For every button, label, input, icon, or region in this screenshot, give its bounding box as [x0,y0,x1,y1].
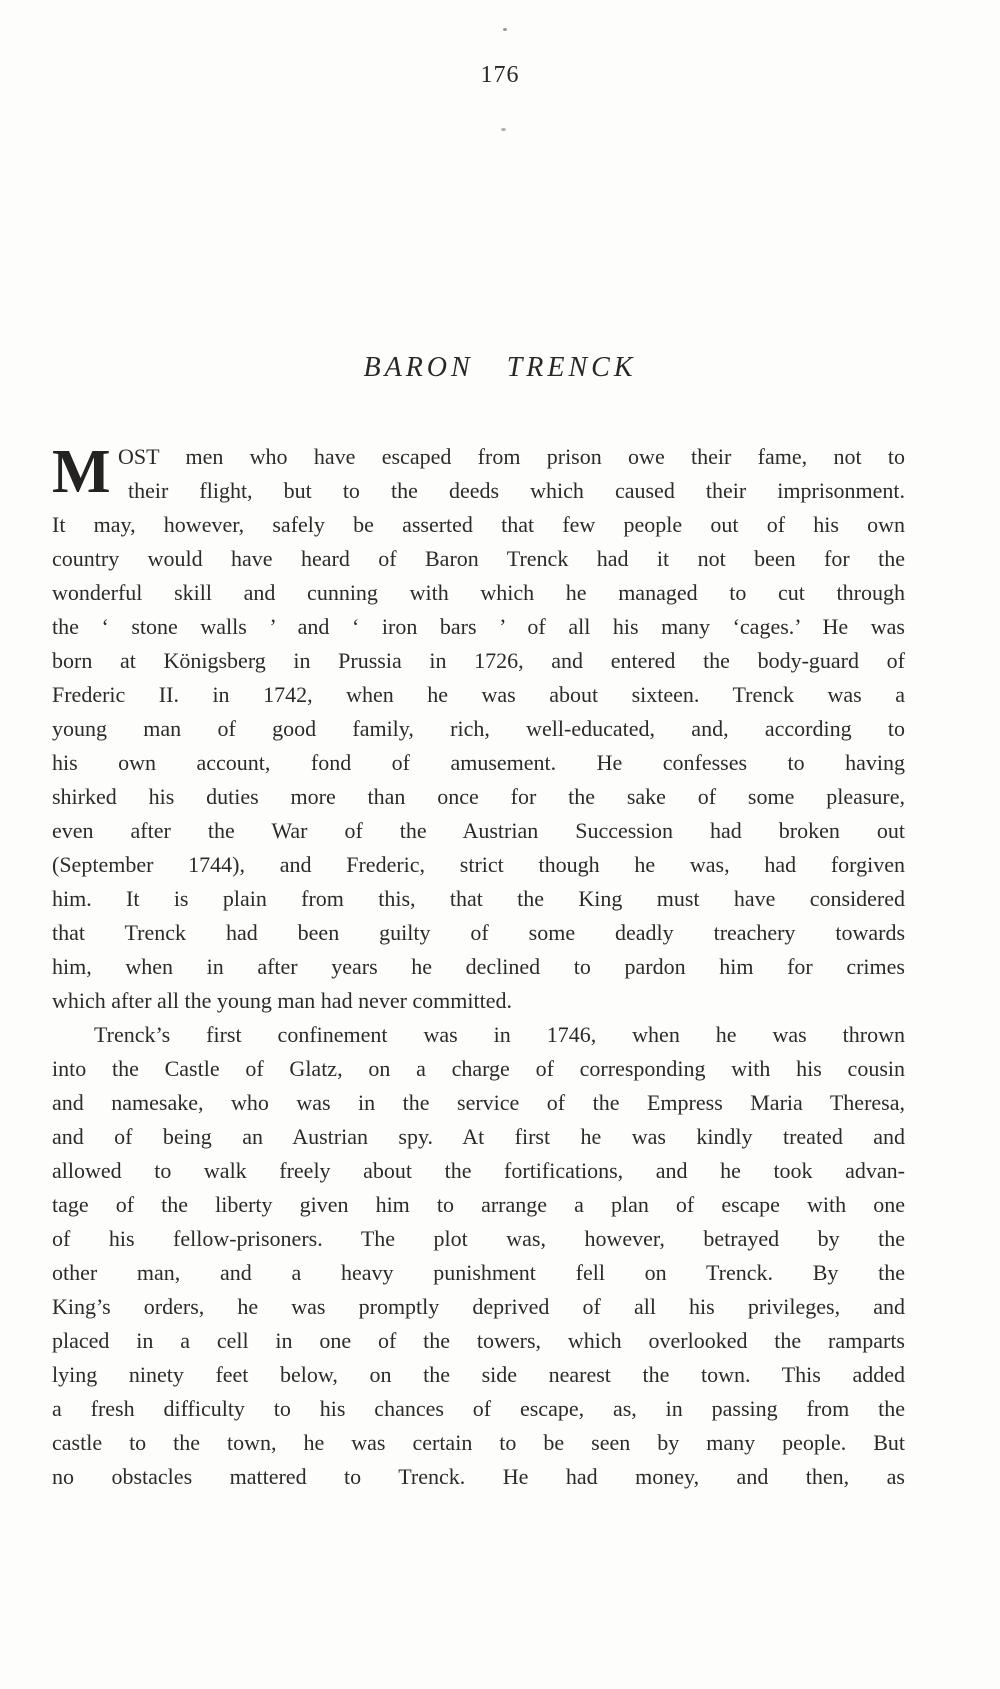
paragraph [52,440,905,1018]
text-line: shirked his duties more than once for the sake of some pleasure, [52,784,905,809]
text-line: him. It is plain from this, that the King must have considered [52,886,905,911]
chapter-title: BARON TRENCK [363,352,637,383]
text-line: castle to the town, he was certain to be seen by many people. But [52,1430,905,1455]
scan-speck [503,28,507,31]
text-line: Frederic II. in 1742, when he was about sixteen. Trenck was a [52,682,905,707]
text-line: and namesake, who was in the service of the Empress Maria Theresa, [52,1090,905,1115]
text-line: his own account, fond of amusement. He confesses to having [52,750,905,775]
scan-speck [501,128,506,131]
text-line: lying ninety feet below, on the side nearest the town. This added [52,1362,905,1387]
text-line: OST men who have escaped from prison owe their fame, not to [118,444,905,469]
text-line: even after the War of the Austrian Succession had broken out [52,818,905,843]
text-line: (September 1744), and Frederic, strict though he was, had forgiven [52,852,905,877]
text-line: him, when in after years he declined to pardon him for crimes [52,954,905,979]
text-line: young man of good family, rich, well-educated, and, according to [52,716,905,741]
text-line: a fresh difficulty to his chances of escape, as, in passing from the [52,1396,905,1421]
page-number: 176 [480,62,520,88]
text-line: allowed to walk freely about the fortifications, and he took advan- [52,1158,905,1183]
text-line: no obstacles mattered to Trenck. He had money, and then, as [52,1464,905,1489]
text-line: of his fellow-prisoners. The plot was, however, betrayed by the [52,1226,905,1251]
text-line: King’s orders, he was promptly deprived of all his privileges, and [52,1294,905,1319]
text-line: that Trenck had been guilty of some deadly treachery towards [52,920,905,945]
text-line: other man, and a heavy punishment fell on Trenck. By the [52,1260,905,1285]
text-line: their flight, but to the deeds which caused their imprisonment. [128,478,905,503]
text-line: Trenck’s first confinement was in 1746, when he was thrown [94,1022,905,1047]
text-line: It may, however, safely be asserted that few people out of his own [52,512,905,537]
text-line: tage of the liberty given him to arrange a plan of escape with one [52,1192,905,1217]
paragraph [52,1018,905,1494]
text-line: country would have heard of Baron Trenck had it not been for the [52,546,905,571]
text-line: which after all the young man had never committed. [52,988,513,1013]
text-line: into the Castle of Glatz, on a charge of corresponding with his cousin [52,1056,905,1081]
text-line: and of being an Austrian spy. At first he was kindly treated and [52,1124,905,1149]
body-text [52,440,905,1494]
drop-cap: M [52,438,111,506]
text-line: placed in a cell in one of the towers, which overlooked the ramparts [52,1328,905,1353]
text-line: the ‘ stone walls ’ and ‘ iron bars ’ of all his many ‘cages.’ He was [52,614,905,639]
text-line: wonderful skill and cunning with which he managed to cut through [52,580,905,605]
text-line: born at Königsberg in Prussia in 1726, and entered the body-guard of [52,648,905,673]
